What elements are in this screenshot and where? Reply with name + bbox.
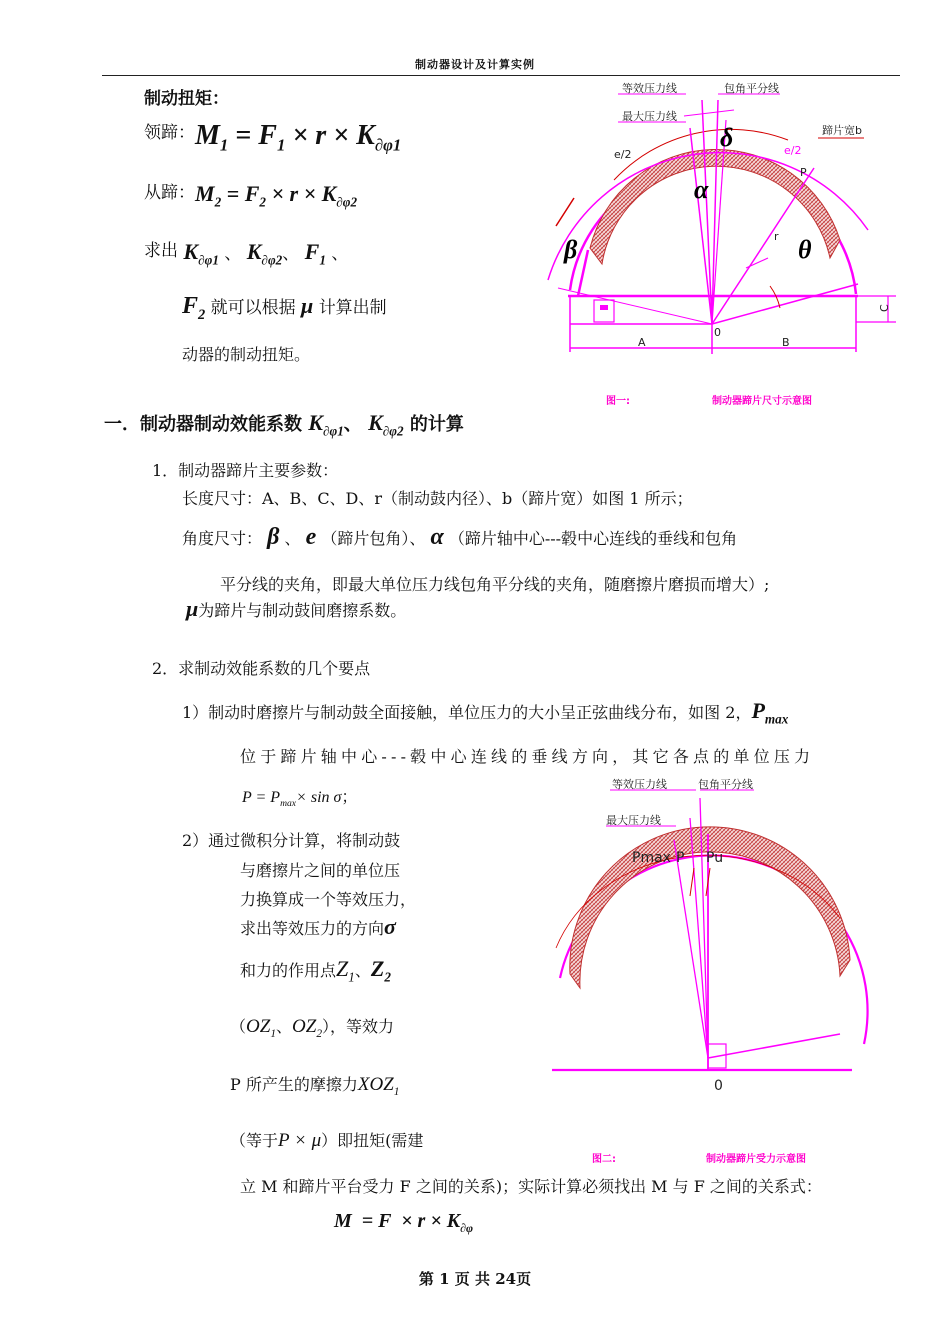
section-1-suffix: 的计算	[409, 414, 464, 435]
point-1-cont: 位于蹄片轴中心---毂中心连线的垂线方向，其它各点的单位压力	[240, 747, 815, 766]
point-1	[182, 698, 788, 727]
leader-arrow	[684, 110, 734, 116]
point-2-line9: 立 M 和蹄片平台受力 F 之间的关系)；实际计算必须找出 M 与 F 之间的关系式：	[240, 1177, 822, 1196]
sep-2: 、	[282, 244, 300, 264]
f1-symbol: $F_1$	[304, 239, 326, 268]
sep-1: 、	[224, 244, 242, 264]
fig2-label-equiv: 等效压力线	[612, 778, 667, 791]
mu-inline: μ	[186, 596, 199, 621]
angle-sep: 、	[284, 529, 301, 548]
p2-7-text: P 所产生的摩擦力	[230, 1075, 358, 1094]
points-title: 2．求制动效能系数的几个要点	[152, 659, 371, 678]
section-k2: $K_{\partial\varphi 2}$	[368, 410, 404, 439]
section-k1: $K_{\partial\varphi 1}$	[308, 410, 344, 439]
torque-heading: 制动扭矩：	[144, 89, 229, 109]
fig2-line-right	[708, 1034, 840, 1058]
fig2-caption-no: 图二:	[592, 1154, 616, 1165]
width-marker	[556, 198, 574, 226]
pivot-mark	[600, 305, 608, 310]
z1-symbol: $Z_1$	[336, 956, 355, 985]
solve-prefix: 求出	[144, 241, 178, 261]
point-1-formula	[242, 784, 357, 809]
f2-symbol: $F_2$	[182, 293, 206, 323]
p2-8-close: ）即扭矩(需建	[321, 1131, 424, 1150]
torque-line3: 动器的制动扭矩。	[182, 345, 311, 364]
theta-symbol: θ	[798, 235, 812, 264]
point-2-line2: 与磨擦片之间的单位压	[240, 861, 401, 880]
fig2-label-bisector: 包角平分线	[698, 778, 753, 791]
fig2-label-max: 最大压力线	[606, 814, 661, 827]
params-angle-cont: 平分线的夹角，即最大单位压力线包角平分线的夹角，随磨擦片磨损而增大）;	[220, 575, 770, 594]
point-1-text: 1）制动时磨擦片与制动鼓全面接触，单位压力的大小呈正弦曲线分布，如图 2，	[182, 703, 752, 722]
angle-mid: （蹄片包角）、	[321, 529, 426, 548]
z2-symbol: $Z_2$	[370, 956, 391, 985]
pmax-symbol: $P_{max}$	[751, 698, 789, 727]
fig2-arrow-p	[690, 868, 694, 896]
p2-6-sep: 、	[276, 1017, 293, 1036]
equiv-pressure-line	[702, 100, 712, 324]
sep-3: 、	[331, 244, 349, 264]
fig1-label-max: 最大压力线	[622, 110, 677, 123]
point-2-line5	[240, 956, 391, 985]
xoz1-symbol: $XOZ_1$	[357, 1074, 400, 1098]
formula-end: ；	[341, 787, 358, 806]
beta-inline: β	[267, 524, 280, 550]
p2-5-text: 和力的作用点	[240, 961, 337, 980]
leading-label: 领蹄：	[144, 123, 195, 143]
angle-prefix: 角度尺寸：	[182, 529, 263, 548]
fig1-label-width: 蹄片宽b	[822, 124, 862, 137]
angle-tail: （蹄片轴中心---毂中心连线的垂线和包角	[448, 529, 738, 548]
final-formula-expr: $M = F \times r \times K_{\partial\varphi}$	[334, 1210, 474, 1235]
fig1-label-r: r	[774, 230, 779, 243]
page-header: 制动器设计及计算实例	[415, 58, 535, 71]
section-1-prefix: 一．制动器制动效能系数	[104, 414, 302, 435]
fig1-label-a: A	[638, 336, 646, 349]
params-title: 1．制动器蹄片主要参数：	[152, 461, 339, 480]
oz2-symbol: $OZ_2$	[292, 1016, 323, 1040]
line2-text: 就可以根据	[210, 298, 296, 318]
p2-6-open: （	[230, 1017, 247, 1036]
fig1-label-o: 0	[714, 326, 721, 339]
k2-symbol: $K_{\partial\varphi 2}$	[246, 239, 283, 268]
page-footer: 第 1 页 共 24页	[418, 1270, 532, 1288]
r-tick	[746, 258, 768, 268]
fig2-label-p: P	[676, 850, 685, 866]
point-2-line6	[230, 1014, 394, 1040]
figure-1-shoe-dimensions	[518, 80, 908, 410]
p2-6-close: ），等效力	[322, 1017, 395, 1036]
header-rule	[102, 75, 900, 76]
fig2-label-o: 0	[714, 1078, 723, 1094]
e-inline: e	[305, 524, 317, 550]
delta-symbol: δ	[720, 123, 734, 152]
alpha-inline: α	[430, 524, 444, 550]
fig2-label-pu: Pu	[706, 850, 724, 866]
torque-line2	[182, 293, 387, 324]
trailing-label: 从蹄：	[144, 183, 195, 203]
sigma-symbol: σ	[384, 914, 396, 939]
fig1-label-c: C	[878, 304, 891, 312]
point-2-line3: 力换算成一个等效压力，	[240, 890, 417, 909]
formula-m1: $M_1 = F_1 \times r \times K_{\partial\varphi 1}$	[195, 120, 402, 155]
fig2-label-pmax: Pmax	[632, 850, 671, 866]
p2-4-text: 求出等效压力的方向	[240, 919, 385, 938]
beta-symbol: β	[564, 235, 578, 264]
leading-shoe-formula	[144, 118, 401, 156]
point-2-line8	[230, 1128, 423, 1152]
fig1-caption: 制动器蹄片尺寸示意图	[712, 396, 812, 407]
alpha-symbol: α	[694, 175, 709, 204]
fig1-label-p: P	[800, 166, 807, 179]
section-1-title	[104, 410, 464, 439]
fig2-caption: 制动器蹄片受力示意图	[706, 1154, 806, 1165]
trailing-shoe-formula	[144, 178, 357, 210]
fig1-label-equiv: 等效压力线	[622, 82, 677, 95]
final-formula	[334, 1208, 473, 1236]
bisector-line	[712, 100, 718, 324]
p2-8-open: （等于	[230, 1131, 279, 1150]
fig1-label-bisector: 包角平分线	[724, 82, 779, 95]
params-angle	[182, 524, 737, 551]
fig1-label-e2b: e/2	[784, 144, 802, 157]
p-mu-symbol: P × μ	[278, 1130, 322, 1151]
oz1-symbol: $OZ_1$	[246, 1016, 277, 1040]
point-2-line1: 2）通过微积分计算，将制动鼓	[182, 831, 401, 850]
fig1-label-b: B	[782, 336, 790, 349]
point-2-line7	[230, 1072, 399, 1098]
line2-end: 计算出制	[318, 298, 387, 318]
point-2-line4	[240, 914, 396, 940]
fig1-label-e2a: e/2	[614, 148, 632, 161]
params-length: 长度尺寸：A、B、C、D、r（制动鼓内径）、b（蹄片宽）如图 1 所示；	[182, 489, 693, 508]
solve-line	[144, 236, 348, 268]
mu-symbol: μ	[301, 293, 314, 318]
fig1-caption-no: 图一:	[606, 396, 630, 407]
formula-m2: $M_2 = F_2 \times r \times K_{\partial\varphi 2}$	[195, 181, 358, 210]
params-mu	[186, 596, 406, 622]
pivot-box	[594, 300, 614, 322]
k1-symbol: $K_{\partial\varphi 1}$	[183, 239, 219, 268]
figure-2-shoe-forces	[540, 778, 880, 1098]
section-sep: 、	[343, 414, 362, 435]
mu-text: 为蹄片与制动鼓间磨擦系数。	[198, 601, 407, 620]
beta-line	[558, 288, 712, 324]
p2-5-sep: 、	[354, 961, 371, 980]
pressure-formula: $P = P_{max}\times \sin \sigma$	[242, 789, 342, 810]
